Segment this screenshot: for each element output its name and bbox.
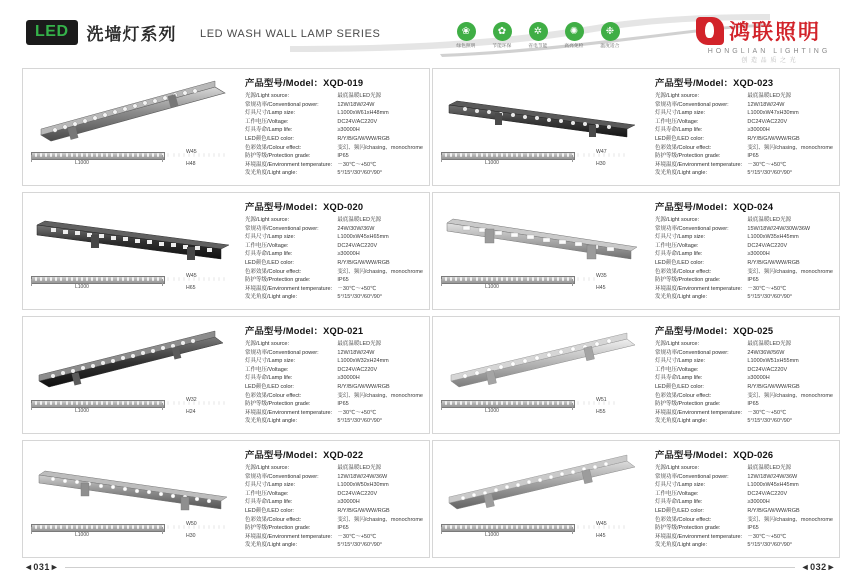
- product-model: [245, 199, 423, 213]
- product-model: [655, 323, 833, 337]
- spec-key: 防护等级/Protection grade:: [655, 525, 721, 532]
- page-number-left: ◄031►: [18, 562, 65, 572]
- spec-key: 灯具尺寸/Lamp size:: [245, 110, 296, 117]
- green-leaf-icon: [455, 22, 477, 49]
- spec-key: 环境温度/Environment temperature:: [655, 533, 743, 540]
- spec-key: 发光角度/Light angle:: [655, 170, 707, 177]
- spec-value-source: 最底温暖LED光源: [747, 465, 792, 471]
- spec-key: 环境温度/Environment temperature:: [655, 161, 743, 168]
- spec-key: 工作电压/Voltage:: [245, 242, 289, 249]
- width-label: W35: [596, 273, 607, 279]
- spec-key: 环境温度/Environment temperature:: [245, 161, 333, 168]
- spec-value-angle: 5°/15°/30°/60°/90°: [337, 170, 383, 177]
- spec-key: 常规功率/Conventional power:: [655, 349, 729, 356]
- spec-value-size: L1000xW50xH30mm: [337, 482, 389, 489]
- footer-divider: [24, 567, 836, 568]
- series-title-cn: 洗墙灯系列: [86, 25, 177, 44]
- spec-key: 环境温度/Environment temperature:: [655, 409, 743, 416]
- product-spec: [651, 193, 839, 309]
- product-figure: [433, 317, 651, 433]
- page-header: [0, 0, 860, 62]
- height-label: H45: [596, 533, 606, 539]
- spec-key: 光源/Light source:: [245, 465, 290, 471]
- spec-value-effect: 变幻、频闪/chasing、monochrome: [747, 392, 833, 399]
- spec-key: 光源/Light source:: [245, 341, 290, 347]
- product-figure: [23, 69, 241, 185]
- spec-key: 灯具寿命/Lamp life:: [655, 375, 703, 382]
- lamp-illustration: [439, 323, 645, 397]
- lamp-dimension-view: [441, 521, 591, 538]
- model-label: 产品型号/Model：: [245, 202, 324, 212]
- spec-value-protection: IP65: [747, 525, 759, 532]
- product-card[interactable]: [432, 68, 840, 186]
- product-card[interactable]: [432, 192, 840, 310]
- spec-value-power: 15W/18W/24W/30W/36W: [747, 225, 811, 232]
- spec-key: 灯具尺寸/Lamp size:: [655, 482, 706, 489]
- width-label: W47: [596, 149, 607, 155]
- spec-value-power: 24W/36W/56W: [747, 349, 785, 356]
- spec-value-size: L1000xW35xH45mm: [747, 234, 799, 241]
- spec-value-source: 最底温暖LED光源: [337, 217, 382, 223]
- spec-key: 光源/Light source:: [245, 217, 290, 223]
- spec-key: 防护等级/Protection grade:: [245, 277, 311, 284]
- spec-value-effect: 变幻、频闪/chasing、monochrome: [337, 392, 423, 399]
- lamp-dimension-view: [31, 273, 181, 290]
- width-label: W45: [186, 149, 197, 155]
- model-label: 产品型号/Model：: [245, 450, 324, 460]
- model-value: XQD-022: [323, 450, 364, 460]
- spec-key: 光源/Light source:: [655, 217, 700, 223]
- width-label: W45: [186, 273, 197, 279]
- spec-key: 色彩效果/Colour effect:: [245, 392, 302, 399]
- spec-key: 光源/Light source:: [245, 93, 290, 99]
- spec-key: 灯具寿命/Lamp life:: [245, 499, 293, 506]
- spec-value-size: L1000xW45xH65mm: [337, 234, 389, 241]
- product-figure: [23, 193, 241, 309]
- green-leaf-caption: 绿色照明: [456, 43, 476, 48]
- spec-key: 发光角度/Light angle:: [245, 170, 297, 177]
- spec-value-power: 12W/18W/24W: [337, 349, 375, 356]
- spec-value-temp: －30℃～+50℃: [337, 285, 377, 292]
- spec-key: LED颜色/LED color:: [655, 383, 704, 390]
- lamp-dimension-view: [31, 149, 181, 166]
- product-model: [245, 323, 423, 337]
- lamp-illustration: [29, 75, 235, 149]
- product-figure: [433, 441, 651, 557]
- spec-value-source: 最底温暖LED光源: [747, 341, 792, 347]
- spec-key: LED颜色/LED color:: [245, 383, 294, 390]
- high-brightness-glyph: ✺: [569, 26, 579, 37]
- model-value: XQD-021: [323, 326, 364, 336]
- lamp-illustration: [29, 447, 235, 521]
- spec-key: 灯具尺寸/Lamp size:: [245, 482, 296, 489]
- height-label: H24: [186, 409, 196, 415]
- spec-key: 灯具寿命/Lamp life:: [655, 499, 703, 506]
- product-grid: [22, 68, 838, 564]
- spec-key: 灯具寿命/Lamp life:: [245, 251, 293, 258]
- spec-value-life: ≥30000H: [337, 375, 360, 382]
- spec-value-ledcolor: R/Y/B/G/W/WW/RGB: [337, 507, 390, 514]
- model-label: 产品型号/Model：: [655, 202, 734, 212]
- spec-key: 环境温度/Environment temperature:: [245, 409, 333, 416]
- spec-value-life: ≥30000H: [337, 251, 360, 258]
- product-spec: [651, 317, 839, 433]
- product-figure: [433, 193, 651, 309]
- spec-key: LED颜色/LED color:: [245, 135, 294, 142]
- spec-key: 环境温度/Environment temperature:: [245, 285, 333, 292]
- spec-key: 发光角度/Light angle:: [245, 418, 297, 425]
- lamp-dimension-view: [441, 397, 591, 414]
- power-saving-glyph: ✲: [533, 26, 543, 37]
- spec-value-life: ≥30000H: [337, 499, 360, 506]
- lamp-dimension-view: [441, 273, 591, 290]
- spec-value-temp: －30℃～+50℃: [337, 409, 377, 416]
- led-badge: [26, 20, 78, 45]
- green-leaf-glyph: ❀: [461, 26, 471, 37]
- spec-value-ledcolor: R/Y/B/G/W/WW/RGB: [337, 383, 390, 390]
- spec-value-life: ≥30000H: [747, 127, 770, 134]
- model-value: XQD-020: [323, 202, 364, 212]
- led-badge-text: LED: [35, 23, 69, 40]
- model-value: XQD-024: [733, 202, 774, 212]
- spec-key: 光源/Light source:: [655, 465, 700, 471]
- spec-key: 灯具寿命/Lamp life:: [245, 375, 293, 382]
- power-saving-caption: 省电节能: [528, 43, 548, 48]
- spec-key: 常规功率/Conventional power:: [655, 473, 729, 480]
- spec-value-angle: 5°/15°/30°/60°/90°: [337, 542, 383, 549]
- spec-key: 灯具寿命/Lamp life:: [655, 127, 703, 134]
- spec-value-voltage: DC24V/AC220V: [337, 366, 378, 373]
- spec-key: 灯具寿命/Lamp life:: [655, 251, 703, 258]
- height-label: H65: [186, 285, 196, 291]
- temperature-icon: [599, 22, 621, 49]
- spec-value-ledcolor: R/Y/B/G/W/WW/RGB: [747, 507, 800, 514]
- spec-value-protection: IP65: [337, 153, 349, 160]
- spec-value-source: 最底温暖LED光源: [337, 341, 382, 347]
- model-value: XQD-019: [323, 78, 364, 88]
- spec-key: 色彩效果/Colour effect:: [245, 144, 302, 151]
- page-number-right: ◄032►: [795, 562, 842, 572]
- spec-key: 灯具尺寸/Lamp size:: [655, 234, 706, 241]
- product-figure: [23, 441, 241, 557]
- spec-key: 灯具寿命/Lamp life:: [245, 127, 293, 134]
- spec-key: 工作电压/Voltage:: [655, 366, 699, 373]
- spec-value-voltage: DC24V/AC220V: [747, 118, 788, 125]
- spec-key: 光源/Light source:: [655, 341, 700, 347]
- model-label: 产品型号/Model：: [655, 78, 734, 88]
- spec-value-source: 最底温暖LED光源: [747, 93, 792, 99]
- spec-key: 常规功率/Conventional power:: [245, 225, 319, 232]
- product-model: [655, 447, 833, 461]
- spec-value-effect: 变幻、频闪/chasing、monochrome: [747, 516, 833, 523]
- power-saving-icon: [527, 22, 549, 49]
- spec-value-temp: －30℃～+50℃: [747, 285, 787, 292]
- temperature-caption: 温度适合: [600, 43, 620, 48]
- model-label: 产品型号/Model：: [655, 326, 734, 336]
- spec-value-angle: 5°/15°/30°/60°/90°: [747, 170, 793, 177]
- spec-value-temp: －30℃～+50℃: [747, 533, 787, 540]
- series-title-en: LED WASH WALL LAMP SERIES: [200, 28, 381, 40]
- spec-key: LED颜色/LED color:: [655, 259, 704, 266]
- product-spec: [241, 441, 429, 557]
- spec-value-ledcolor: R/Y/B/G/W/WW/RGB: [747, 135, 800, 142]
- spec-key: 灯具尺寸/Lamp size:: [245, 358, 296, 365]
- spec-value-angle: 5°/15°/30°/60°/90°: [747, 294, 793, 301]
- feature-icon-row: [455, 22, 621, 49]
- product-card[interactable]: [432, 316, 840, 434]
- brand-slogan: 创 造 品 质 之 光: [741, 58, 797, 64]
- height-label: H30: [596, 161, 606, 167]
- spec-key: LED颜色/LED color:: [655, 135, 704, 142]
- spec-value-size: L1000xW32xH24mm: [337, 358, 389, 365]
- width-label: W32: [186, 397, 197, 403]
- spec-key: 发光角度/Light angle:: [655, 418, 707, 425]
- product-spec: [241, 69, 429, 185]
- spec-value-effect: 变幻、频闪/chasing、monochrome: [747, 268, 833, 275]
- model-value: XQD-023: [733, 78, 774, 88]
- spec-key: 色彩效果/Colour effect:: [245, 268, 302, 275]
- temperature-glyph: ❉: [605, 26, 615, 37]
- spec-key: 常规功率/Conventional power:: [655, 225, 729, 232]
- energy-saving-caption: 节能环保: [492, 43, 512, 48]
- spec-value-life: ≥30000H: [747, 375, 770, 382]
- spec-value-life: ≥30000H: [337, 127, 360, 134]
- length-label: L1000: [485, 532, 499, 538]
- lamp-illustration: [29, 323, 235, 397]
- length-label: L1000: [485, 160, 499, 166]
- spec-key: 工作电压/Voltage:: [655, 490, 699, 497]
- spec-value-voltage: DC24V/AC220V: [747, 366, 788, 373]
- product-model: [655, 75, 833, 89]
- model-value: XQD-026: [733, 450, 774, 460]
- product-card[interactable]: [22, 440, 430, 558]
- spec-key: 色彩效果/Colour effect:: [655, 268, 712, 275]
- spec-key: 色彩效果/Colour effect:: [655, 144, 712, 151]
- lamp-dimension-view: [441, 149, 591, 166]
- width-label: W45: [596, 521, 607, 527]
- product-model: [245, 75, 423, 89]
- spec-key: 防护等级/Protection grade:: [245, 401, 311, 408]
- spec-key: 灯具尺寸/Lamp size:: [245, 234, 296, 241]
- lamp-illustration: [439, 75, 645, 149]
- spec-value-voltage: DC24V/AC220V: [337, 490, 378, 497]
- length-label: L1000: [75, 408, 89, 414]
- brand-name-cn: 鸿联照明: [729, 21, 821, 44]
- lamp-dimension-view: [31, 397, 181, 414]
- spec-value-protection: IP65: [747, 277, 759, 284]
- spec-key: 灯具尺寸/Lamp size:: [655, 110, 706, 117]
- spec-key: 工作电压/Voltage:: [245, 490, 289, 497]
- spec-key: LED颜色/LED color:: [245, 507, 294, 514]
- model-value: XQD-025: [733, 326, 774, 336]
- spec-value-protection: IP65: [337, 277, 349, 284]
- spec-key: 光源/Light source:: [655, 93, 700, 99]
- product-spec: [241, 317, 429, 433]
- spec-value-life: ≥30000H: [747, 251, 770, 258]
- spec-value-effect: 变幻、频闪/chasing、monochrome: [747, 144, 833, 151]
- product-spec: [651, 441, 839, 557]
- spec-key: 工作电压/Voltage:: [245, 366, 289, 373]
- height-label: H55: [596, 409, 606, 415]
- spec-key: 色彩效果/Colour effect:: [245, 516, 302, 523]
- length-label: L1000: [75, 284, 89, 290]
- height-label: H30: [186, 533, 196, 539]
- spec-key: 发光角度/Light angle:: [655, 294, 707, 301]
- height-label: H48: [186, 161, 196, 167]
- spec-value-source: 最底温暖LED光源: [337, 93, 382, 99]
- spec-key: 工作电压/Voltage:: [655, 118, 699, 125]
- brand-block: [696, 16, 842, 64]
- spec-value-size: L1000xW47xH30mm: [747, 110, 799, 117]
- product-figure: [23, 317, 241, 433]
- spec-value-voltage: DC24V/AC220V: [747, 242, 788, 249]
- length-label: L1000: [75, 532, 89, 538]
- lamp-illustration: [29, 199, 235, 273]
- spec-key: 环境温度/Environment temperature:: [245, 533, 333, 540]
- spec-key: 工作电压/Voltage:: [655, 242, 699, 249]
- brand-name-pinyin: HONGLIAN LIGHTING: [707, 48, 831, 55]
- spec-value-protection: IP65: [337, 401, 349, 408]
- product-model: [655, 199, 833, 213]
- product-spec: [241, 193, 429, 309]
- product-spec: [651, 69, 839, 185]
- high-brightness-caption: 高亮免检: [564, 43, 584, 48]
- page-footer: [0, 563, 860, 587]
- spec-key: 常规功率/Conventional power:: [245, 473, 319, 480]
- spec-value-power: 12W/18W/24W: [747, 101, 785, 108]
- lamp-illustration: [439, 447, 645, 521]
- spec-value-power: 24W/30W/36W: [337, 225, 375, 232]
- product-model: [245, 447, 423, 461]
- spec-value-life: ≥30000H: [747, 499, 770, 506]
- spec-value-source: 最底温暖LED光源: [747, 217, 792, 223]
- spec-key: 色彩效果/Colour effect:: [655, 516, 712, 523]
- model-label: 产品型号/Model：: [655, 450, 734, 460]
- spec-value-temp: －30℃～+50℃: [337, 161, 377, 168]
- spec-value-effect: 变幻、频闪/chasing、monochrome: [337, 144, 423, 151]
- spec-value-voltage: DC24V/AC220V: [747, 490, 788, 497]
- lamp-illustration: [439, 199, 645, 273]
- spec-value-temp: －30℃～+50℃: [337, 533, 377, 540]
- product-card[interactable]: [22, 68, 430, 186]
- spec-value-ledcolor: R/Y/B/G/W/WW/RGB: [337, 259, 390, 266]
- spec-value-angle: 5°/15°/30°/60°/90°: [337, 418, 383, 425]
- spec-key: 环境温度/Environment temperature:: [655, 285, 743, 292]
- spec-key: 防护等级/Protection grade:: [245, 525, 311, 532]
- spec-key: 色彩效果/Colour effect:: [655, 392, 712, 399]
- spec-key: 灯具尺寸/Lamp size:: [655, 358, 706, 365]
- product-card[interactable]: [22, 192, 430, 310]
- spec-value-size: L1000xW45xH45mm: [747, 482, 799, 489]
- spec-value-ledcolor: R/Y/B/G/W/WW/RGB: [747, 259, 800, 266]
- product-figure: [433, 69, 651, 185]
- spec-value-ledcolor: R/Y/B/G/W/WW/RGB: [337, 135, 390, 142]
- spec-key: 工作电压/Voltage:: [245, 118, 289, 125]
- spec-value-temp: －30℃～+50℃: [747, 161, 787, 168]
- spec-value-protection: IP65: [747, 153, 759, 160]
- spec-value-voltage: DC24V/AC220V: [337, 118, 378, 125]
- model-label: 产品型号/Model：: [245, 326, 324, 336]
- spec-value-source: 最底温暖LED光源: [337, 465, 382, 471]
- spec-key: 防护等级/Protection grade:: [655, 153, 721, 160]
- brand-flame-icon: [696, 17, 724, 45]
- length-label: L1000: [75, 160, 89, 166]
- product-card[interactable]: [432, 440, 840, 558]
- spec-value-power: 12W/18W/24W/36W: [747, 473, 798, 480]
- spec-value-power: 12W/18W/24W: [337, 101, 375, 108]
- spec-value-power: 12W/18W/24W/36W: [337, 473, 388, 480]
- spec-value-effect: 变幻、频闪/chasing、monochrome: [337, 268, 423, 275]
- spec-value-effect: 变幻、频闪/chasing、monochrome: [337, 516, 423, 523]
- spec-value-voltage: DC24V/AC220V: [337, 242, 378, 249]
- spec-key: 防护等级/Protection grade:: [245, 153, 311, 160]
- spec-value-angle: 5°/15°/30°/60°/90°: [337, 294, 383, 301]
- spec-value-size: L1000xW51xH55mm: [747, 358, 799, 365]
- high-brightness-icon: [563, 22, 585, 49]
- width-label: W51: [596, 397, 607, 403]
- lamp-dimension-view: [31, 521, 181, 538]
- energy-saving-glyph: ✿: [497, 26, 507, 37]
- spec-key: 发光角度/Light angle:: [245, 542, 297, 549]
- spec-value-size: L1000xW61xH48mm: [337, 110, 389, 117]
- spec-value-ledcolor: R/Y/B/G/W/WW/RGB: [747, 383, 800, 390]
- spec-key: 发光角度/Light angle:: [245, 294, 297, 301]
- spec-value-temp: －30℃～+50℃: [747, 409, 787, 416]
- header-logo-group: [26, 20, 177, 45]
- spec-value-angle: 5°/15°/30°/60°/90°: [747, 542, 793, 549]
- spec-key: 常规功率/Conventional power:: [245, 349, 319, 356]
- width-label: W50: [186, 521, 197, 527]
- product-card[interactable]: [22, 316, 430, 434]
- spec-key: 发光角度/Light angle:: [655, 542, 707, 549]
- spec-value-protection: IP65: [747, 401, 759, 408]
- model-label: 产品型号/Model：: [245, 78, 324, 88]
- spec-key: 常规功率/Conventional power:: [655, 101, 729, 108]
- spec-value-protection: IP65: [337, 525, 349, 532]
- spec-key: 防护等级/Protection grade:: [655, 401, 721, 408]
- spec-key: 常规功率/Conventional power:: [245, 101, 319, 108]
- length-label: L1000: [485, 284, 499, 290]
- energy-saving-icon: [491, 22, 513, 49]
- length-label: L1000: [485, 408, 499, 414]
- height-label: H45: [596, 285, 606, 291]
- spec-key: LED颜色/LED color:: [655, 507, 704, 514]
- spec-value-angle: 5°/15°/30°/60°/90°: [747, 418, 793, 425]
- spec-key: 防护等级/Protection grade:: [655, 277, 721, 284]
- spec-key: LED颜色/LED color:: [245, 259, 294, 266]
